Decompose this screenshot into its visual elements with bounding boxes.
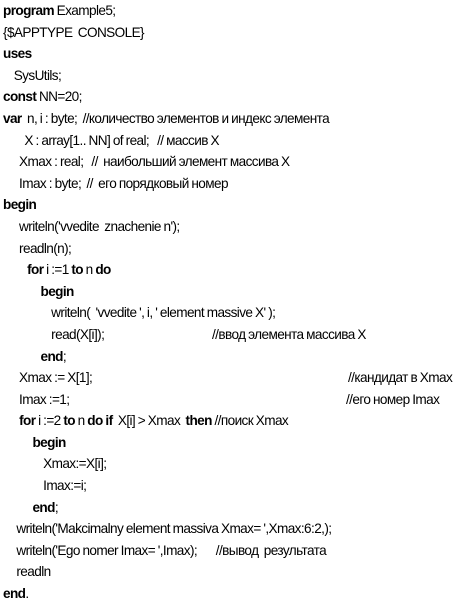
code-text: //поиск Xmax — [211, 413, 289, 429]
code-text — [3, 410, 19, 432]
code-text: ; — [62, 348, 67, 364]
code-text — [3, 346, 40, 368]
code-keyword: if — [105, 413, 113, 429]
code-keyword: do — [87, 413, 103, 429]
code-text: writeln('Ego nomer Imax= ',Imax); //вывод результата — [3, 542, 327, 558]
code-keyword: end — [40, 348, 63, 364]
code-text: Xmax:=X[i]; — [3, 456, 107, 472]
code-keyword: do — [95, 262, 111, 278]
code-text: Xmax := X[1]; — [3, 370, 93, 386]
code-keyword: for — [27, 262, 44, 278]
code-line — [3, 302, 461, 324]
code-text: Imax :=1; — [3, 391, 70, 407]
code-keyword: uses — [3, 46, 32, 62]
code-text: {$APPTYPE CONSOLE} — [3, 24, 144, 40]
code-text: ; — [54, 499, 59, 515]
code-text: Imax : byte; // его порядковый номер — [3, 175, 228, 191]
code-line — [3, 281, 461, 303]
code-line — [3, 497, 461, 519]
code-text — [3, 497, 32, 519]
code-keyword: then — [185, 413, 212, 429]
code-line — [3, 173, 461, 195]
code-text: . — [25, 586, 29, 602]
code-text: readln(n); — [3, 240, 72, 256]
code-keyword: for — [19, 413, 36, 429]
code-text: //его номер Imax — [346, 391, 440, 407]
code-text: writeln('Makcimalny element massiva Xmax= ',Xmax:6:2,); — [3, 521, 332, 537]
code-line — [3, 259, 461, 281]
code-text: writeln( 'vvedite ', i, ' element massive X' ); — [3, 305, 276, 321]
code-keyword: const — [3, 89, 37, 105]
code-line — [3, 432, 461, 454]
code-text: //кандидат в Xmax — [348, 370, 453, 386]
code-text: writeln('vvedite znachenie n'); — [3, 218, 180, 234]
code-line — [3, 86, 461, 108]
code-line — [3, 518, 461, 540]
code-line — [3, 108, 461, 130]
code-line — [3, 22, 461, 44]
code-text: NN=20; — [36, 89, 82, 105]
code-text — [3, 259, 27, 281]
code-text: n — [74, 413, 88, 429]
code-line — [3, 561, 461, 583]
code-text: SysUtils; — [3, 67, 62, 83]
code-line — [3, 216, 461, 238]
code-line — [3, 583, 461, 605]
code-line — [3, 540, 461, 562]
source-code-listing — [3, 0, 461, 605]
code-keyword: begin — [32, 434, 66, 450]
code-text: read(X[i]); — [3, 326, 105, 342]
code-line — [3, 346, 461, 368]
code-keyword: to — [71, 262, 83, 278]
code-keyword: begin — [40, 283, 74, 299]
code-line — [3, 194, 461, 216]
code-keyword: program — [3, 3, 54, 18]
code-text: i :=1 — [43, 262, 72, 278]
code-text: X : array[1.. NN] of real; // массив X — [3, 132, 220, 148]
code-line — [3, 151, 461, 173]
code-line — [3, 65, 461, 87]
code-line — [3, 238, 461, 260]
code-text: Example5; — [53, 3, 116, 18]
code-text: //ввод элемента массива X — [212, 326, 366, 342]
code-keyword: end — [3, 586, 26, 602]
code-text — [3, 281, 40, 303]
code-text: Imax:=i; — [3, 478, 87, 494]
code-keyword: to — [63, 413, 75, 429]
code-text: X[i] > Xmax — [112, 413, 186, 429]
code-line — [3, 43, 461, 65]
code-line — [3, 475, 461, 497]
code-text: n — [83, 262, 96, 278]
code-keyword: var — [3, 110, 22, 126]
code-line — [3, 453, 461, 475]
code-line — [3, 367, 461, 389]
code-keyword: end — [32, 499, 55, 515]
code-text: n, i : byte; //количество элементов и индекс элемента — [21, 110, 330, 126]
code-keyword: begin — [3, 197, 37, 213]
code-line — [3, 130, 461, 152]
code-line — [3, 410, 461, 432]
code-text: i :=2 — [35, 413, 64, 429]
code-text: readln — [3, 564, 51, 580]
code-text: Xmax : real; // наибольший элемент массива X — [3, 154, 290, 170]
code-text — [3, 432, 32, 454]
code-line — [3, 324, 461, 346]
code-line — [3, 0, 461, 22]
code-line — [3, 389, 461, 411]
